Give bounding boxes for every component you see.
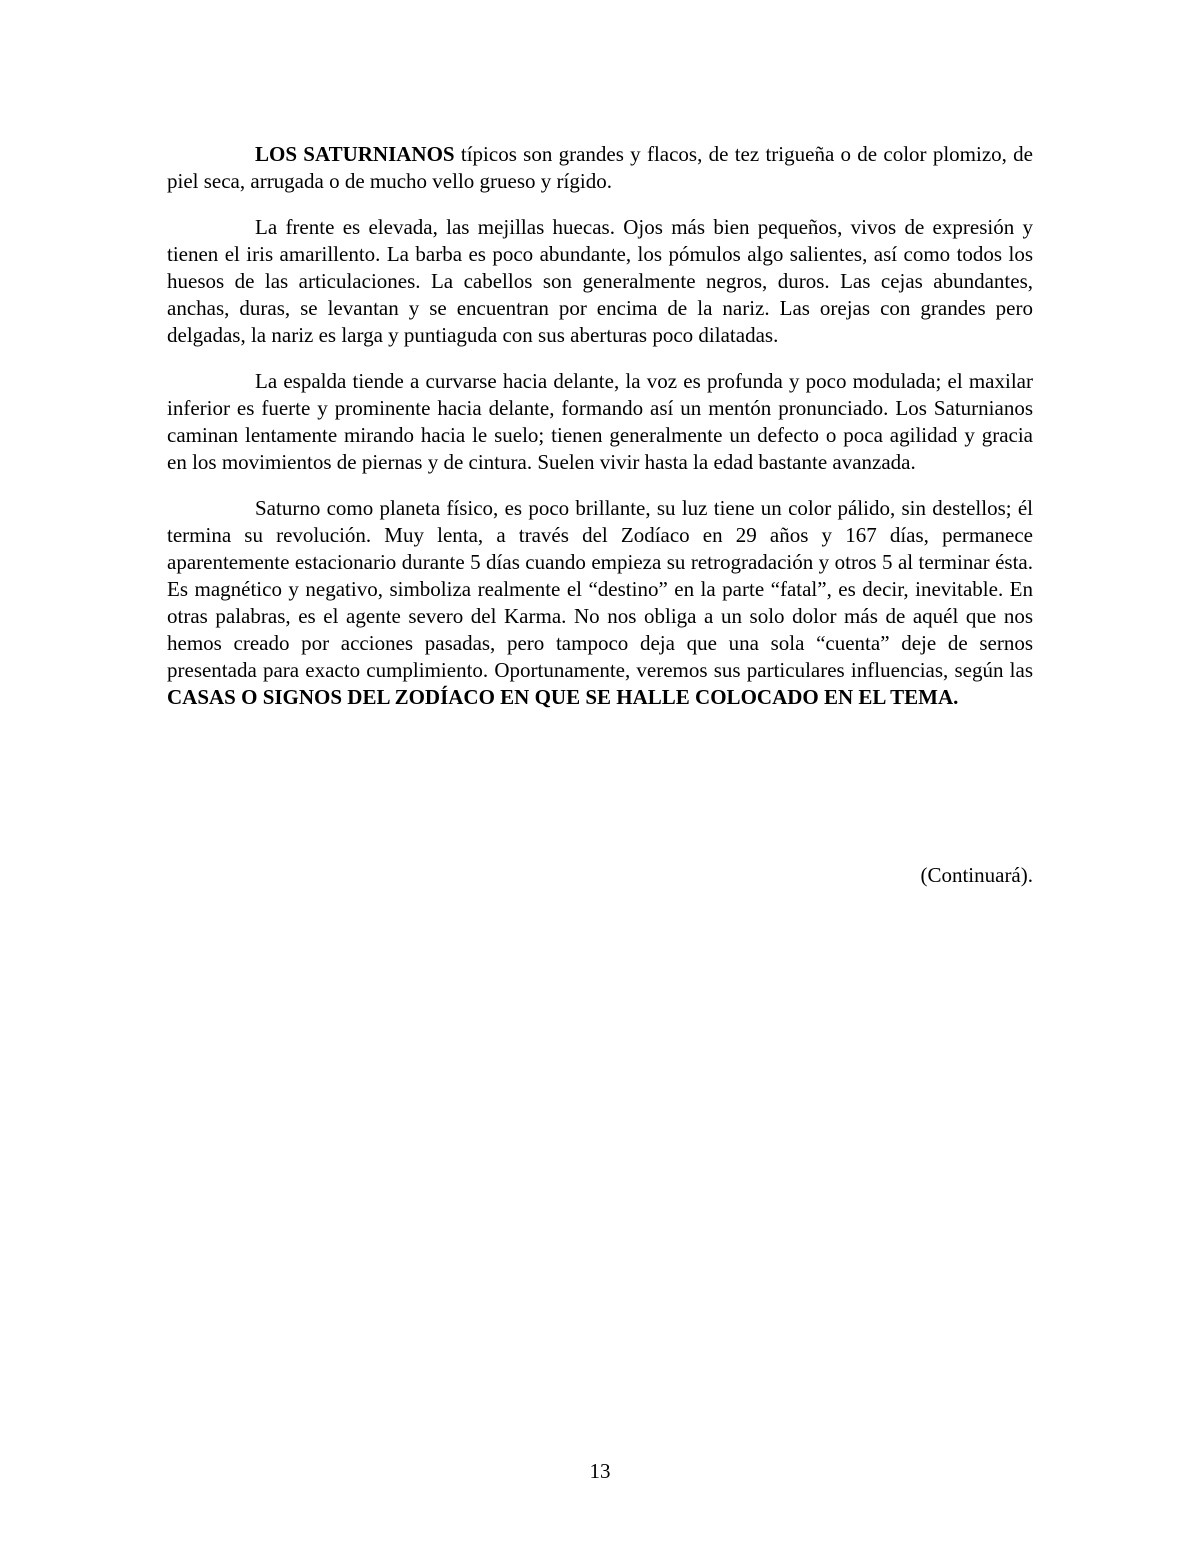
paragraph-1-bold-lead: LOS SATURNIANOS: [255, 142, 455, 166]
continuation-note: (Continuará).: [920, 863, 1033, 887]
paragraph-3-text: La espalda tiende a curvarse hacia delante, la voz es profunda y poco modulada; el maxilar inferior es fuerte y prominente hacia delante, formando así un mentón pronunciado. Los Saturnianos caminan lentamente mirando hacia le suelo; tienen generalmente un defecto o poca agilidad y gracia en los movimientos de piernas y de cintura. Suelen vivir hasta la edad bastante avanzada.: [167, 369, 1033, 474]
paragraph-4-bold-tail: CASAS O SIGNOS DEL ZODÍACO EN QUE SE HALLE COLOCADO EN EL TEMA.: [167, 685, 959, 709]
body-text: [167, 141, 1033, 730]
paragraph-4-text: Saturno como planeta físico, es poco brillante, su luz tiene un color pálido, sin destellos; él termina su revolución. Muy lenta, a través del Zodíaco en 29 años y 167 días, permanece aparentemente estacionario durante 5 días cuando empieza su retrogradación y otros 5 al terminar ésta. Es magnético y negativo, simboliza realmente el “destino” en la parte “fatal”, es decir, inevitable. En otras palabras, es el agente severo del Karma. No nos obliga a un solo dolor más de aquél que nos hemos creado por acciones pasadas, pero tampoco deja que una sola “cuenta” deje de sernos presentada para exacto cumplimiento. Oportunamente, veremos sus particulares influencias, según las: [167, 496, 1033, 682]
paragraph-4: [167, 495, 1033, 711]
paragraph-1-text: típicos son grandes y flacos, de tez trigueña o de color plomizo, de piel seca, arrugada o de mucho vello grueso y rígido.: [167, 142, 1033, 193]
paragraph-2: [167, 214, 1033, 349]
paragraph-2-text: La frente es elevada, las mejillas huecas. Ojos más bien pequeños, vivos de expresión y tienen el iris amarillento. La barba es poco abundante, los pómulos algo salientes, así como todos los huesos de las articulaciones. La cabellos son generalmente negros, duros. Las cejas abundantes, anchas, duras, se levantan y se encuentran por encima de la nariz. Las orejas con grandes pero delgadas, la nariz es larga y puntiaguda con sus aberturas poco dilatadas.: [167, 215, 1033, 347]
page-number: 13: [589, 1459, 611, 1483]
paragraph-3: [167, 368, 1033, 476]
paragraph-1: [167, 141, 1033, 195]
